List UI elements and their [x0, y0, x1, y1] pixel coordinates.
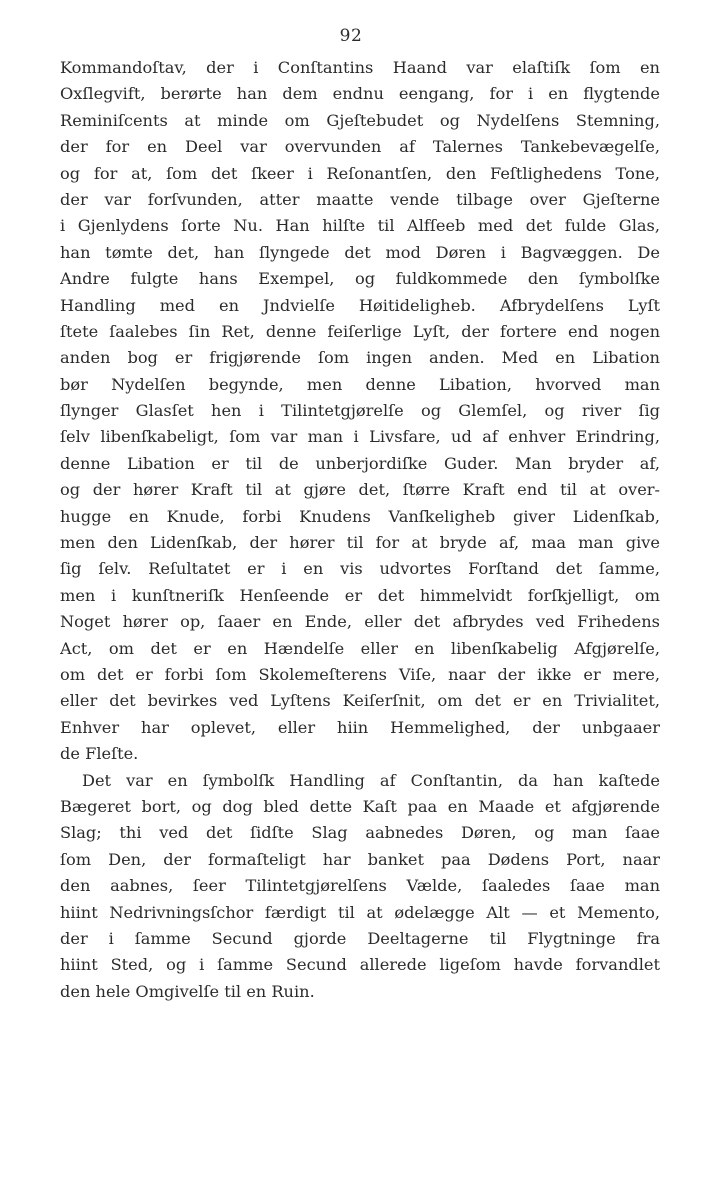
- text-line: Noget hører op, ſaaer en Ende, eller det afbrydes ved Frihedens: [60, 612, 660, 632]
- text-line: Reminiſcents at minde om Gjeſtebudet og Nydelſens Stemning,: [60, 110, 660, 130]
- text-line: om det er forbi ſom Skolemeſterens Viſe, naar der ikke er mere,: [60, 664, 660, 684]
- body-text: [60, 55, 660, 1005]
- text-line: denne Libation er til de unberjordiſke Guder. Man bryder af,: [60, 453, 660, 473]
- text-line: Act, om det er en Hændelſe eller en libenſkabelig Afgjørelſe,: [60, 638, 660, 658]
- text-line: hiint Nedrivningsſchor færdigt til at ødelægge Alt — et Memento,: [60, 902, 660, 922]
- text-line: ſlynger Glasſet hen i Tilintetgjørelſe og Glemſel, og river ſig: [60, 401, 660, 421]
- text-line: Enhver har oplevet, eller hiin Hemmelighed, der unbgaaer: [60, 717, 660, 737]
- paragraph-end-line: de Fleſte.: [60, 744, 139, 764]
- text-line: hugge en Knude, forbi Knudens Vanſkeligheb giver Lidenſkab,: [60, 506, 660, 526]
- paragraph-end-line: den hele Omgivelſe til en Ruin.: [60, 981, 315, 1001]
- text-line: den aabnes, ſeer Tilintetgjørelſens Vælde, ſaaledes ſaae man: [60, 876, 660, 896]
- text-line: der var forſvunden, atter maatte vende tilbage over Gjeſterne: [60, 189, 660, 209]
- text-line: anden bog er frigjørende ſom ingen anden. Med en Libation: [60, 348, 660, 368]
- text-line: Bægeret bort, og dog bled dette Kaſt paa en Maade et afgjørende: [60, 796, 660, 816]
- text-line: i Gjenlydens ſorte Nu. Han hilſte til Alfſeeb med det fulde Glas,: [60, 216, 660, 236]
- text-line: og for at, ſom det ſkeer i Reſonantſen, den Feſtlighedens Tone,: [60, 163, 660, 183]
- text-line: og der hører Kraft til at gjøre det, ſtørre Kraft end til at over-: [60, 480, 660, 500]
- text-line: Kommandoſtav, der i Conſtantins Haand var elaſtiſk ſom en: [60, 58, 660, 77]
- text-line: der for en Deel var overvunden af Talernes Tankebevægelſe,: [60, 137, 660, 157]
- text-line: der i ſamme Secund gjorde Deeltagerne til Flygtninge fra: [60, 928, 660, 948]
- text-line: men den Lidenſkab, der hører til for at bryde af, maa man give: [60, 533, 660, 553]
- text-line: Oxſlegvift, berørte han dem endnu eengang, for i en flygtende: [60, 84, 660, 104]
- text-line: ſom Den, der formaſteligt har banket paa Dødens Port, naar: [60, 849, 660, 869]
- text-line: ſig ſelv. Reſultatet er i en vis udvortes Forſtand det ſamme,: [60, 559, 660, 579]
- text-line: Handling med en Jndvielſe Høitideligheb. Afbrydelſens Lyſt: [60, 295, 660, 315]
- page-number: 92: [339, 26, 363, 46]
- text-line: ſelv libenſkabeligt, ſom var man i Livsfare, ud af enhver Erindring,: [60, 427, 660, 447]
- text-line: eller det bevirkes ved Lyſtens Keiſerſnit, om det er en Trivialitet,: [60, 691, 660, 711]
- text-line: hiint Sted, og i ſamme Secund allerede ligeſom havde forvandlet: [60, 955, 660, 975]
- text-line: ſtete ſaalebes ſin Ret, denne feiſerlige Lyſt, der fortere end nogen: [60, 321, 660, 341]
- text-line: Slag; thi ved det ſidſte Slag aabnedes Døren, og man ſaae: [60, 823, 660, 843]
- paragraph-start-line: Det var en ſymbolſk Handling af Conſtantin, da han kaſtede: [82, 770, 660, 790]
- text-line: bør Nydelſen begynde, men denne Libation, hvorved man: [60, 374, 660, 394]
- text-line: men i kunſtneriſk Henſeende er det himmelvidt forſkjelligt, om: [60, 585, 660, 605]
- text-line: Andre fulgte hans Exempel, og fuldkommede den ſymbolſke: [60, 269, 660, 289]
- text-line: han tømte det, han ſlyngede det mod Døren i Bagvæggen. De: [60, 242, 660, 262]
